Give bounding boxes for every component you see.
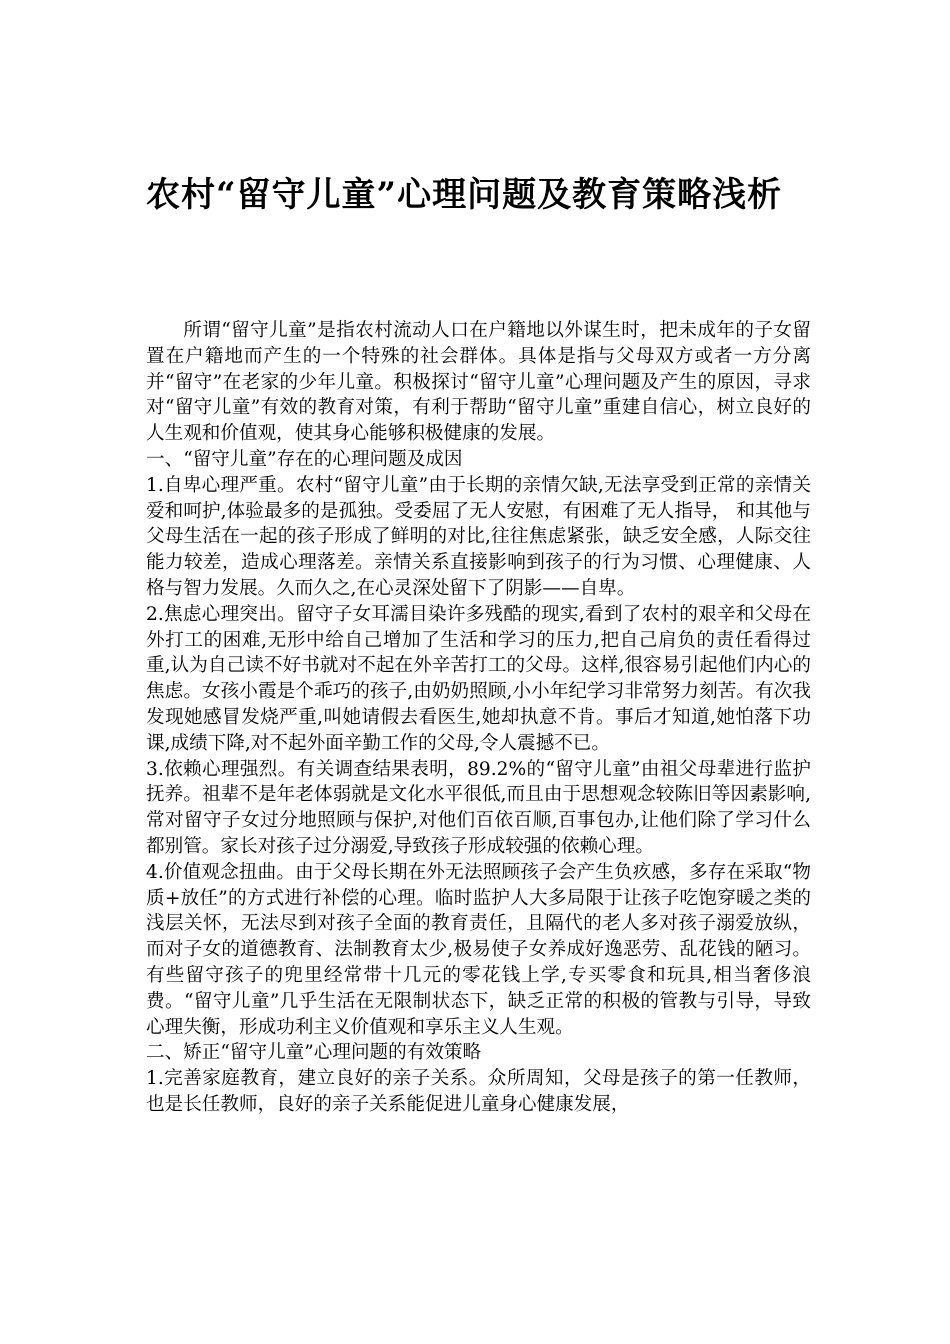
body-paragraph: 1.自卑心理严重。农村“留守儿童”由于长期的亲情欠缺,无法享受到正常的亲情关爱和呵护,体验最多的是孤独。受委屈了无人安慰，有困难了无人指导， 和其他与父母生活在一起的孩子形成了鲜明的对比,往往焦虑紧张，缺乏安全感，人际交往能力较差，造成心理落差。亲情关系直接影响到孩子的行为习惯、心理健康、人格与智力发展。久而久之,在心灵深处留下了阴影——自卑。	[146, 474, 811, 599]
intro-paragraph: 所谓“留守儿童”是指农村流动人口在户籍地以外谋生时，把未成年的子女留置在户籍地而产生的一个特殊的社会群体。具体是指与父母双方或者一方分离并“留守”在老家的少年儿童。积极探讨“留守儿童”心理问题及产生的原因，寻求对“留守儿童”有效的教育对策，有利于帮助“留守儿童”重建自信心，树立良好的人生观和价值观，使其身心能够积极健康的发展。	[146, 320, 811, 445]
body-paragraph: 3.依赖心理强烈。有关调查结果表明，89.2%的“留守儿童”由祖父母辈进行监护抚养。祖辈不是年老体弱就是文化水平很低,而且由于思想观念较陈旧等因素影响,常对留守子女过分地照顾与保护,对他们百依百顺,百事包办,让他们除了学习什么都别管。家长对孩子过分溺爱,导致孩子形成较强的依赖心理。	[146, 758, 811, 857]
body-paragraph: 2.焦虑心理突出。留守子女耳濡目染许多残酷的现实,看到了农村的艰辛和父母在外打工的困难,无形中给自己增加了生活和学习的压力,把自己肩负的责任看得过重,认为自己读不好书就对不起在外辛苦打工的父母。这样,很容易引起他们内心的焦虑。女孩小霞是个乖巧的孩子,由奶奶照顾,小小年纪学习非常努力刻苦。有次我发现她感冒发烧严重,叫她请假去看医生,她却执意不肯。事后才知道,她怕落下功课,成绩下降,对不起外面辛勤工作的父母,令人震撼不已。	[146, 603, 811, 754]
section-heading-1: 一、“留守儿童”存在的心理问题及成因	[146, 448, 463, 470]
body-paragraph: 1.完善家庭教育，建立良好的亲子关系。众所周知，父母是孩子的第一任教师，也是长任教师，良好的亲子关系能促进儿童身心健康发展，	[146, 1068, 811, 1115]
document-title: 农村“留守儿童”心理问题及教育策略浅析	[146, 175, 783, 215]
document-body	[146, 318, 811, 1118]
section-heading-2: 二、矫正“留守儿童”心理问题的有效策略	[146, 1042, 482, 1064]
body-paragraph: 4.价值观念扭曲。由于父母长期在外无法照顾孩子会产生负疚感，多存在采取“物质+放任”的方式进行补偿的心理。临时监护人大多局限于让孩子吃饱穿暖之类的浅层关怀，无法尽到对孩子全面的教育责任，且隔代的老人多对孩子溺爱放纵，而对子女的道德教育、法制教育太少,极易使子女养成好逸恶劳、乱花钱的陋习。有些留守孩子的兜里经常带十几元的零花钱上学,专买零食和玩具,相当奢侈浪费。“留守儿童”几乎生活在无限制状态下，缺乏正常的积极的管教与引导，导致心理失衡，形成功利主义价值观和享乐主义人生观。	[146, 861, 811, 1038]
